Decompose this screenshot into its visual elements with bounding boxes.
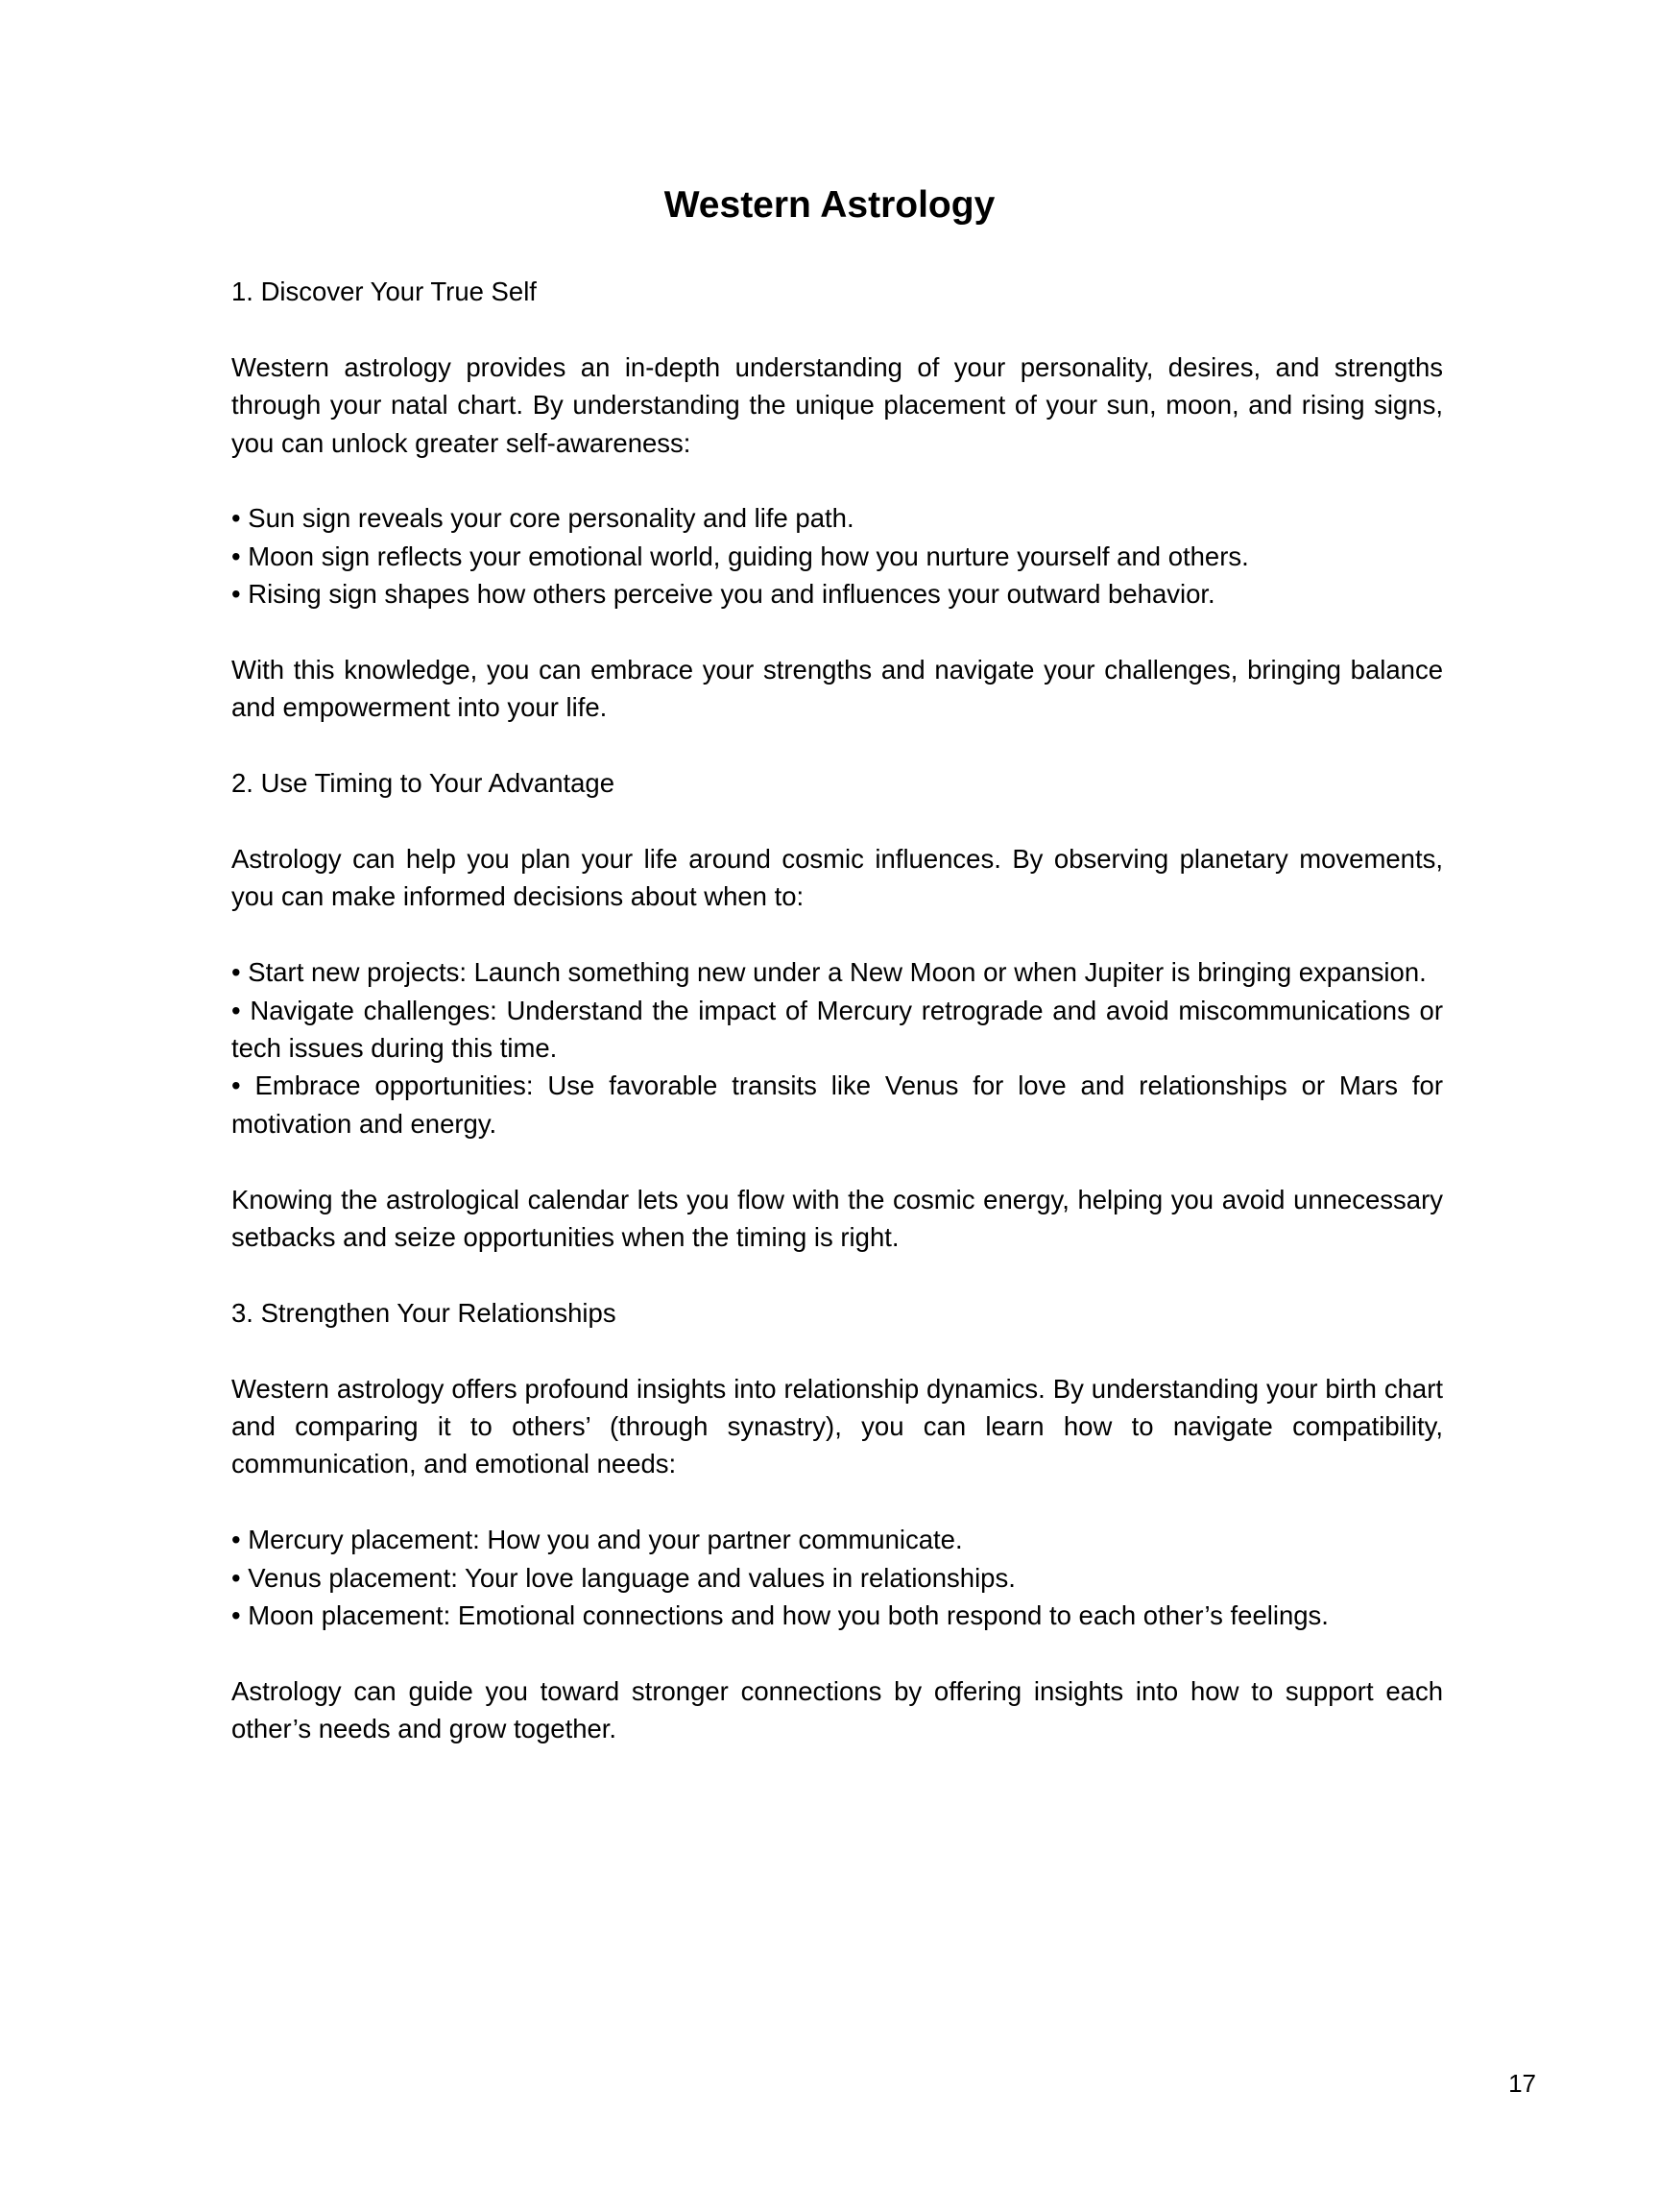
section-intro: Astrology can help you plan your life around cosmic influences. By observing planetary movements, you can make informed decisions about when to: [231,844,1443,912]
bullet-item: • Mercury placement: How you and your partner communicate. [231,1525,963,1555]
bullet-item: • Start new projects: Launch something new under a New Moon or when Jupiter is bringing expansion. [231,957,1427,988]
bullet-item: • Moon placement: Emotional connections and how you both respond to each other’s feelings. [231,1600,1329,1631]
bullet-item: • Moon sign reflects your emotional world, guiding how you nurture yourself and others. [231,541,1249,571]
section-heading: 1. Discover Your True Self [231,276,537,306]
document-body [231,273,1443,1748]
section-outro: With this knowledge, you can embrace your strengths and navigate your challenges, bringing balance and empowerment into your life. [231,655,1443,723]
section-intro: Western astrology provides an in-depth understanding of your personality, desires, and strengths through your natal chart. By understanding the unique placement of your sun, moon, and rising signs, you can unlock greater self-awareness: [231,351,1443,458]
bullet-item: • Sun sign reveals your core personality and life path. [231,503,854,534]
section-heading: 3. Strengthen Your Relationships [231,1297,616,1328]
section-intro: Western astrology offers profound insights into relationship dynamics. By understanding your birth chart and comparing it to others’ (through synastry), you can learn how to navigate compatibility, communication, and emotional needs: [231,1373,1443,1479]
bullet-item: • Embrace opportunities: Use favorable transits like Venus for love and relationships or Mars for motivation and energy. [231,1070,1443,1139]
bullet-item: • Venus placement: Your love language and values in relationships. [231,1562,1016,1593]
page-title: Western Astrology [663,184,996,226]
section-outro: Knowing the astrological calendar lets you flow with the cosmic energy, helping you avoid unnecessary setbacks and seize opportunities when the timing is right. [231,1184,1443,1253]
bullet-item: • Rising sign shapes how others perceive you and influences your outward behavior. [231,579,1215,610]
section-heading: 2. Use Timing to Your Advantage [231,768,615,799]
bullet-item: • Navigate challenges: Understand the impact of Mercury retrograde and avoid miscommunications or tech issues during this time. [231,995,1443,1064]
section-outro: Astrology can guide you toward stronger connections by offering insights into how to support each other’s needs and grow together. [231,1675,1443,1744]
page-number: 17 [1508,2069,1536,2098]
